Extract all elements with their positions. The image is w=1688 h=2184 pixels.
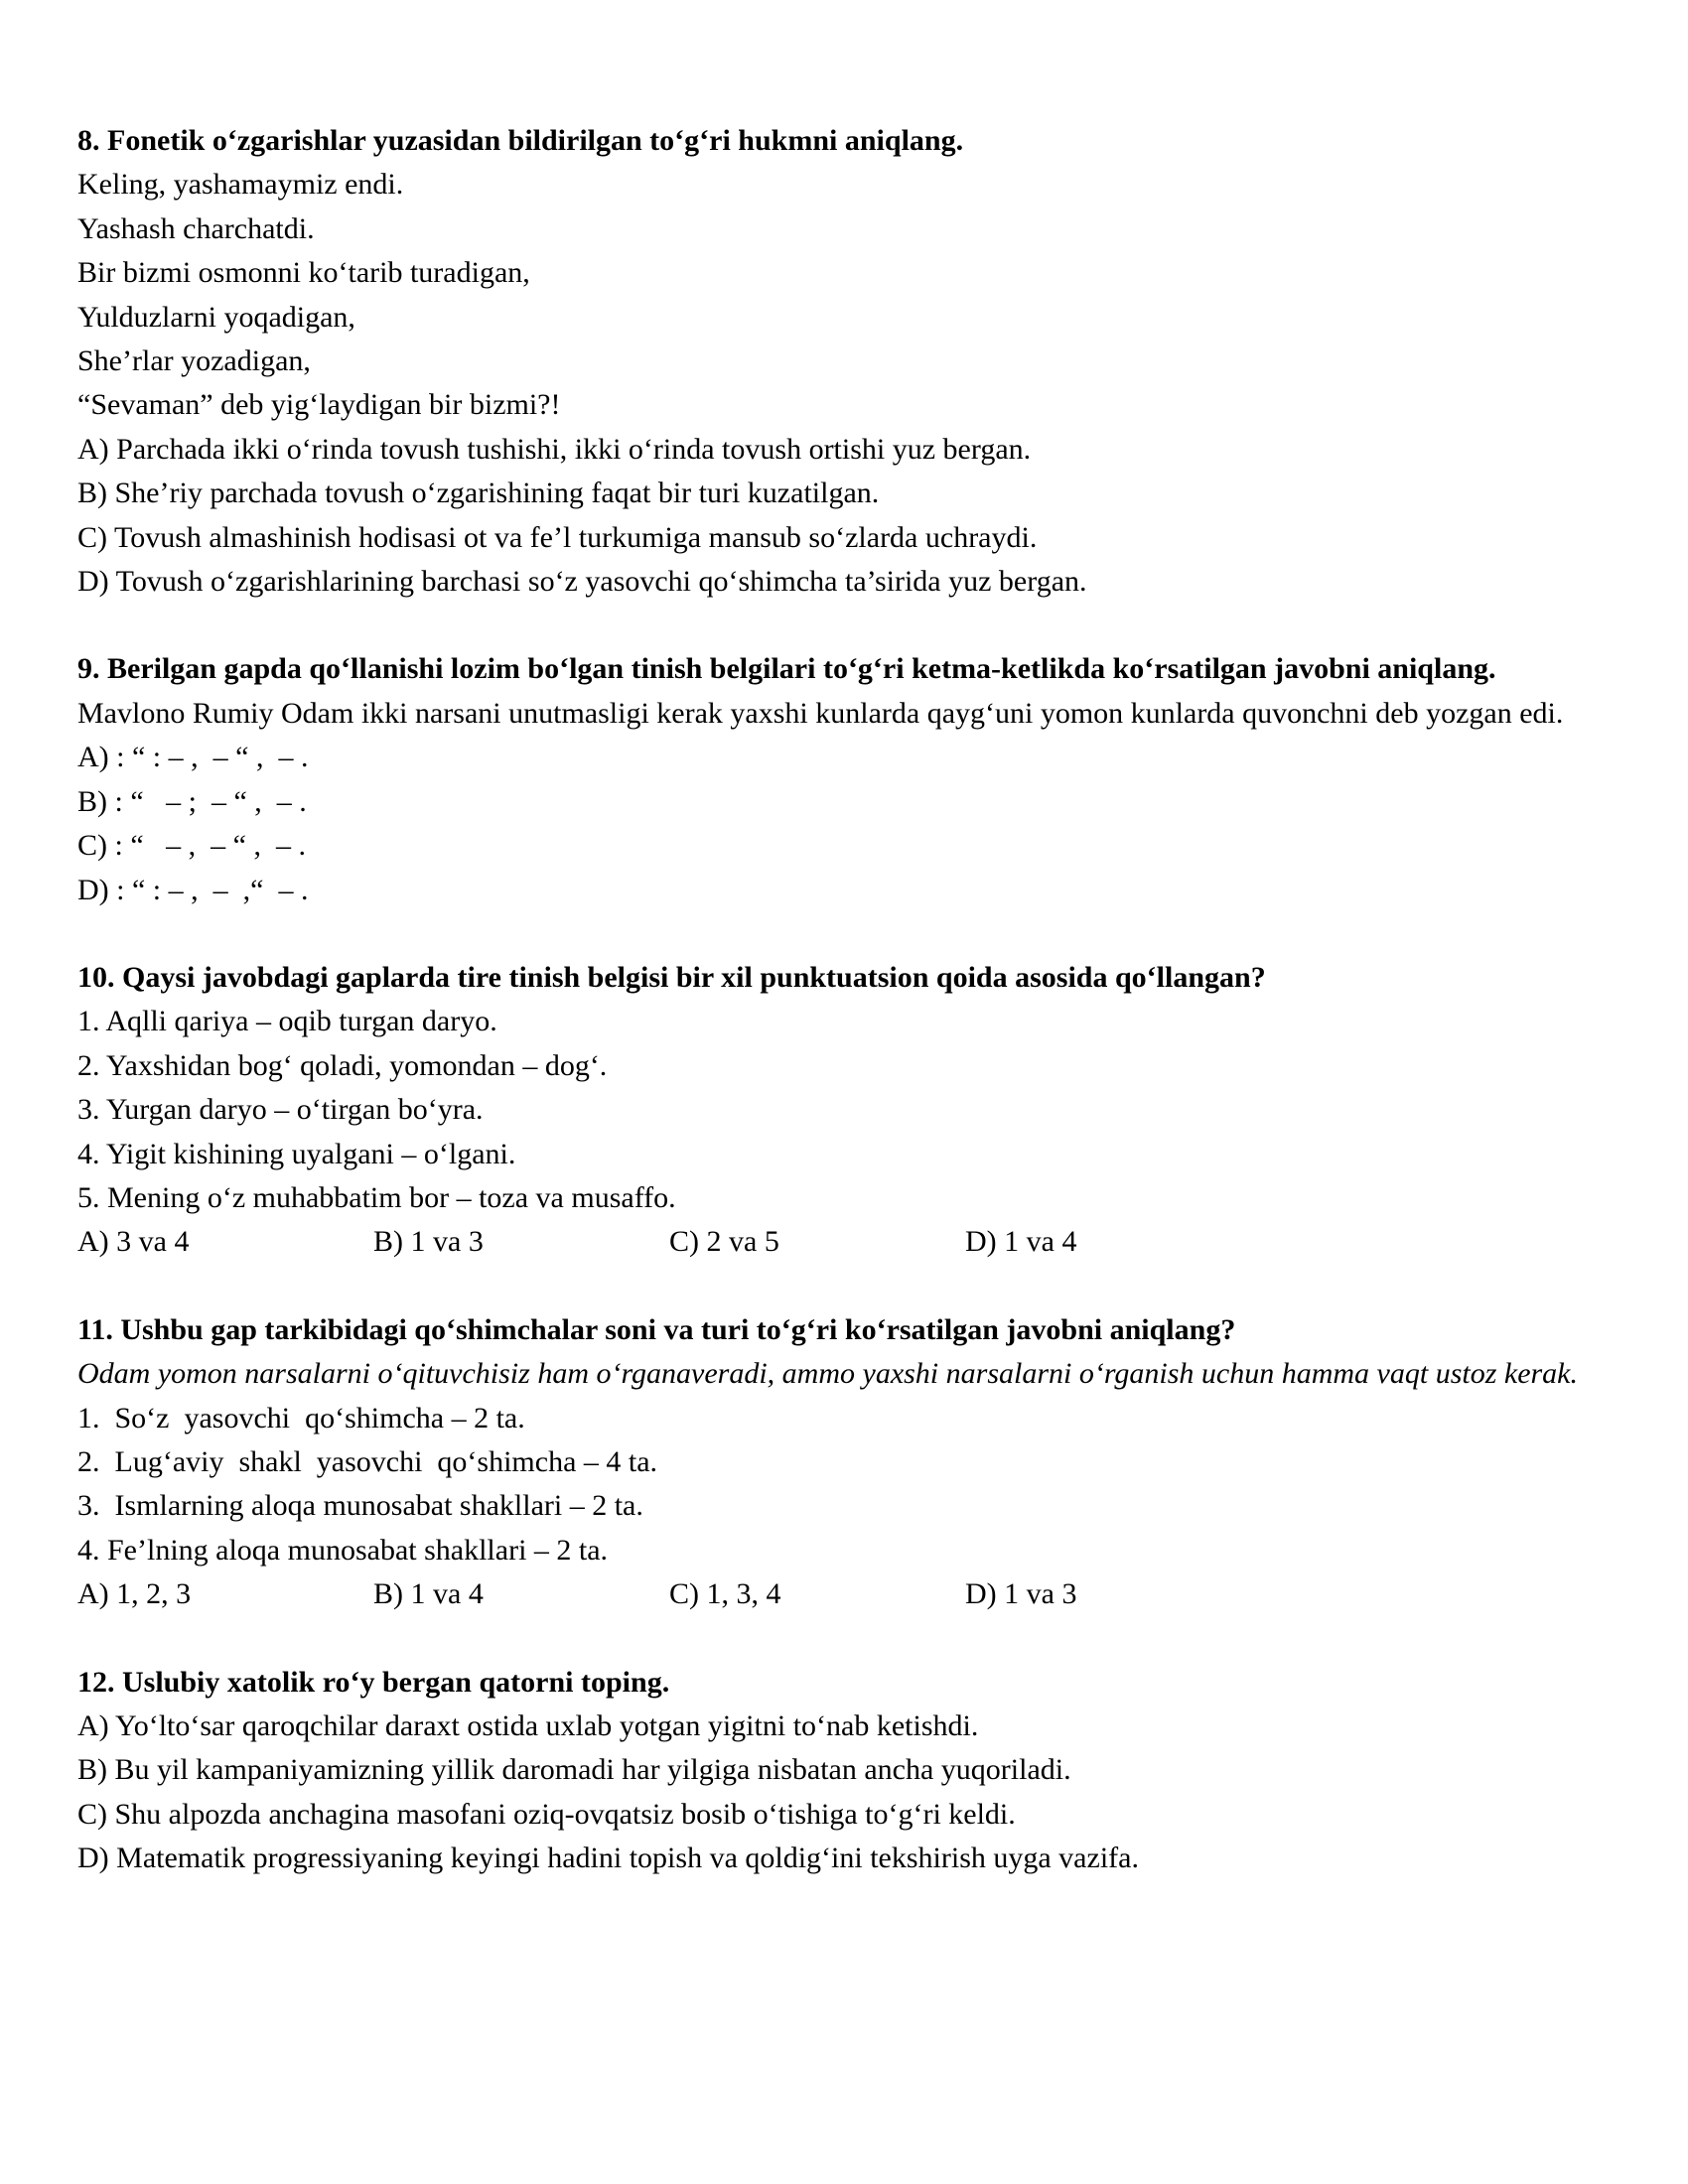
- answer-option-b: B) She’riy parchada tovush o‘zgarishining faqat bir turi kuzatilgan.: [77, 477, 880, 510]
- answer-option-b: B) 1 va 3: [373, 1225, 484, 1259]
- question-11: [77, 1308, 1626, 1617]
- answer-option-b: B) 1 va 4: [373, 1577, 484, 1611]
- numbered-item: 1. So‘z yasovchi qo‘shimcha – 2 ta.: [77, 1401, 525, 1434]
- numbered-item: 2. Lug‘aviy shakl yasovchi qo‘shimcha – 4 ta.: [77, 1444, 658, 1478]
- document-page: [77, 119, 1626, 1881]
- answer-option-a: A) Parchada ikki o‘rinda tovush tushishi, ikki o‘rinda tovush ortishi yuz bergan.: [77, 432, 1032, 466]
- answer-option-a: A) 3 va 4: [77, 1225, 190, 1259]
- question-text: Mavlono Rumiy Odam ikki narsani unutmasligi kerak yaxshi kunlarda qayg‘uni yomon kunlarda quvonchni deb yozgan edi.: [77, 696, 1564, 730]
- text-line: Yashash charchatdi.: [77, 211, 315, 245]
- answer-option-d: D) Tovush o‘zgarishlarining barchasi so‘z yasovchi qo‘shimcha ta’sirida yuz bergan.: [77, 565, 1087, 599]
- question-text: Odam yomon narsalarni o‘qituvchisiz ham o‘rganaveradi, ammo yaxshi narsalarni o‘rganish uchun hamma vaqt ustoz kerak.: [77, 1357, 1579, 1391]
- answer-option-a: A) 1, 2, 3: [77, 1577, 192, 1611]
- answer-options-row: [77, 1572, 1626, 1616]
- question-title: 11. Ushbu gap tarkibidagi qo‘shimchalar soni va turi to‘g‘ri ko‘rsatilgan javobni aniqlang?: [77, 1312, 1236, 1346]
- text-line: She’rlar yozadigan,: [77, 344, 311, 378]
- answer-option-d: D) 1 va 3: [965, 1577, 1077, 1611]
- question-9: [77, 647, 1626, 911]
- answer-option-c: C) 2 va 5: [669, 1225, 779, 1259]
- question-title: 12. Uslubiy xatolik ro‘y bergan qatorni toping.: [77, 1665, 670, 1699]
- text-line: Bir bizmi osmonni ko‘tarib turadigan,: [77, 256, 530, 290]
- question-title: 10. Qaysi javobdagi gaplarda tire tinish belgisi bir xil punktuatsion qoida asosida qo‘llangan?: [77, 960, 1266, 994]
- question-8: [77, 119, 1626, 604]
- answer-options-row: [77, 1220, 1626, 1264]
- answer-option-a: A) : “ : – , – “ , – .: [77, 741, 309, 774]
- poem-excerpt: [77, 163, 1626, 427]
- answer-option-c: C) 1, 3, 4: [669, 1577, 781, 1611]
- answer-option-c: C) : “ – , – “ , – .: [77, 829, 306, 863]
- answer-option-c: C) Tovush almashinish hodisasi ot va fe’l turkumiga mansub so‘zlarda uchraydi.: [77, 520, 1038, 554]
- numbered-item: 5. Mening o‘z muhabbatim bor – toza va musaffo.: [77, 1180, 676, 1214]
- answer-option-b: B) : “ – ; – “ , – .: [77, 784, 307, 818]
- numbered-item: 2. Yaxshidan bog‘ qoladi, yomondan – dog‘.: [77, 1048, 608, 1082]
- numbered-item: 4. Yigit kishining uyalgani – o‘lgani.: [77, 1137, 516, 1170]
- answer-option-d: D) Matematik progressiyaning keyingi hadini topish va qoldig‘ini tekshirish uyga vazifa.: [77, 1842, 1139, 1875]
- question-title: 9. Berilgan gapda qo‘llanishi lozim bo‘lgan tinish belgilari to‘g‘ri ketma-ketlikda ko‘rsatilgan javobni aniqlang.: [77, 652, 1496, 686]
- answer-option-c: C) Shu alpozda anchagina masofani oziq-ovqatsiz bosib o‘tishiga to‘g‘ri keldi.: [77, 1797, 1016, 1831]
- answer-option-d: D) : “ : – , – ,“ – .: [77, 873, 309, 906]
- text-line: Yulduzlarni yoqadigan,: [77, 300, 355, 334]
- question-12: [77, 1661, 1626, 1881]
- numbered-item: 1. Aqlli qariya – oqib turgan daryo.: [77, 1005, 497, 1038]
- numbered-item: 3. Yurgan daryo – o‘tirgan bo‘yra.: [77, 1093, 484, 1127]
- numbered-item: 3. Ismlarning aloqa munosabat shakllari – 2 ta.: [77, 1489, 643, 1523]
- numbered-item: 4. Fe’lning aloqa munosabat shakllari – 2 ta.: [77, 1533, 609, 1567]
- answer-option-d: D) 1 va 4: [965, 1225, 1077, 1259]
- answer-option-a: A) Yo‘lto‘sar qaroqchilar daraxt ostida uxlab yotgan yigitni to‘nab ketishdi.: [77, 1709, 979, 1742]
- text-line: Keling, yashamaymiz endi.: [77, 168, 404, 202]
- question-title: 8. Fonetik o‘zgarishlar yuzasidan bildirilgan to‘g‘ri hukmni aniqlang.: [77, 124, 964, 157]
- question-10: [77, 956, 1626, 1265]
- answer-option-b: B) Bu yil kampaniyamizning yillik daromadi har yilgiga nisbatan ancha yuqoriladi.: [77, 1753, 1071, 1787]
- text-line: “Sevaman” deb yig‘laydigan bir bizmi?!: [77, 388, 561, 422]
